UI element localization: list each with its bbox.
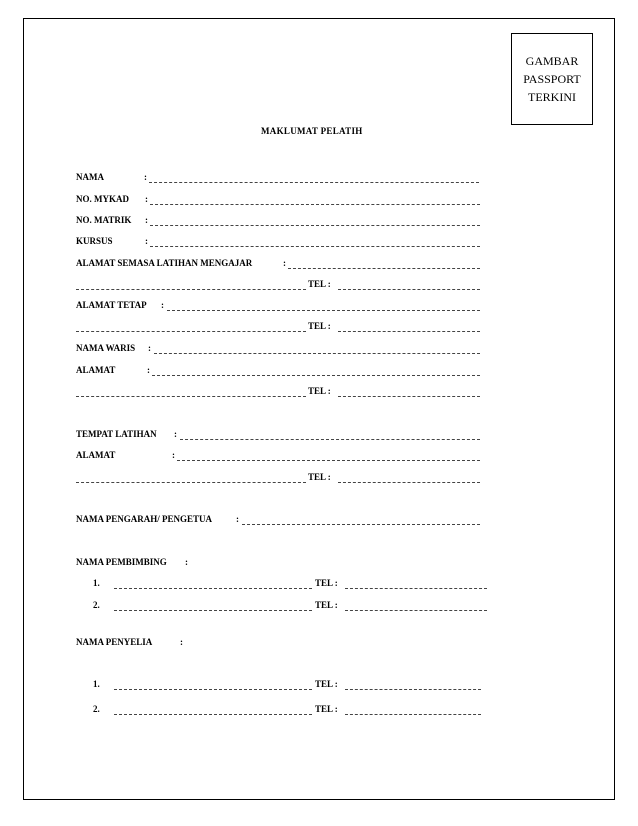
field-alamat-tetap-tel-label: TEL : [308, 321, 331, 331]
field-alamat-waris-input-line[interactable] [152, 375, 480, 376]
field-alamat-semasa [76, 258, 486, 272]
field-alamat-tempat-input-line2[interactable] [76, 482, 306, 483]
field-matrik [76, 215, 486, 229]
field-pengarah [76, 514, 486, 528]
field-kursus-label: KURSUS [76, 236, 113, 246]
field-pengarah-label: NAMA PENGARAH/ PENGETUA [76, 514, 213, 524]
field-alamat-waris-line2 [76, 386, 486, 400]
field-alamat-tempat-tel-input[interactable] [338, 482, 480, 483]
pembimbing-entry-1-name-input[interactable] [114, 588, 312, 589]
field-nama-waris-label: NAMA WARIS [76, 343, 136, 353]
pembimbing-entry-2 [93, 600, 493, 614]
field-alamat-tetap-tel-input[interactable] [338, 331, 480, 332]
field-pengarah-input-line[interactable] [242, 524, 480, 525]
pembimbing-entry-1 [93, 578, 493, 592]
field-alamat-tetap-colon: : [161, 300, 164, 310]
field-alamat-tempat [76, 450, 486, 464]
field-mykad [76, 194, 486, 208]
field-alamat-waris-tel-label: TEL : [308, 386, 331, 396]
field-alamat-semasa-input-line2[interactable] [76, 289, 306, 290]
field-nama-input-line[interactable] [149, 182, 479, 183]
field-alamat-tempat-input-line[interactable] [177, 460, 480, 461]
field-alamat-tempat-line2 [76, 472, 486, 486]
field-tempat-latihan-label: TEMPAT LATIHAN [76, 429, 157, 439]
field-alamat-tetap-line2 [76, 321, 486, 335]
pembimbing-entry-2-tel-label: TEL : [315, 600, 338, 610]
field-nama-waris-colon: : [148, 343, 151, 353]
field-alamat-tetap-label: ALAMAT TETAP [76, 300, 147, 310]
pembimbing-entry-2-number: 2. [93, 600, 100, 610]
field-alamat-waris-colon: : [147, 365, 150, 375]
pembimbing-entry-2-tel-input[interactable] [345, 610, 487, 611]
field-nama-colon: : [144, 172, 147, 182]
field-alamat-tetap [76, 300, 486, 314]
field-alamat-waris-input-line2[interactable] [76, 396, 306, 397]
field-pengarah-colon: : [236, 514, 239, 524]
penyelia-entry-1-tel-input[interactable] [345, 689, 481, 690]
penyelia-entry-2-tel-label: TEL : [315, 704, 338, 714]
field-matrik-colon: : [145, 215, 148, 225]
field-nama-waris [76, 343, 486, 357]
pembimbing-entry-1-tel-input[interactable] [345, 588, 487, 589]
penyelia-entry-2-tel-input[interactable] [345, 714, 481, 715]
pembimbing-entry-1-number: 1. [93, 578, 100, 588]
penyelia-entry-2-number: 2. [93, 704, 100, 714]
field-mykad-label: NO. MYKAD [76, 194, 129, 204]
field-alamat-semasa-colon: : [283, 258, 286, 268]
field-alamat-tempat-label: ALAMAT [76, 450, 116, 460]
photo-label-line1: GAMBAR [525, 54, 579, 68]
field-alamat-tempat-colon: : [172, 450, 175, 460]
pembimbing-entry-2-name-input[interactable] [114, 610, 312, 611]
field-alamat-waris [76, 365, 486, 379]
field-alamat-semasa-line2 [76, 279, 486, 293]
field-alamat-semasa-tel-label: TEL : [308, 279, 331, 289]
field-matrik-input-line[interactable] [150, 225, 480, 226]
field-tempat-latihan-input-line[interactable] [180, 439, 480, 440]
field-pembimbing-label: NAMA PEMBIMBING [76, 557, 167, 567]
field-nama-label: NAMA [76, 172, 104, 182]
field-alamat-tempat-tel-label: TEL : [308, 472, 331, 482]
field-kursus-input-line[interactable] [150, 246, 480, 247]
form-title: MAKLUMAT PELATIH [261, 126, 363, 136]
penyelia-entry-1-name-input[interactable] [114, 689, 312, 690]
field-pembimbing [76, 557, 486, 571]
field-alamat-semasa-input-line[interactable] [288, 268, 480, 269]
field-alamat-tetap-input-line2[interactable] [76, 331, 306, 332]
field-mykad-input-line[interactable] [150, 204, 480, 205]
field-penyelia-colon: : [180, 637, 183, 647]
penyelia-entry-1-tel-label: TEL : [315, 679, 338, 689]
field-matrik-label: NO. MATRIK [76, 215, 132, 225]
field-penyelia [76, 637, 486, 651]
field-penyelia-label: NAMA PENYELIA [76, 637, 153, 647]
field-tempat-latihan [76, 429, 486, 443]
penyelia-entry-2-name-input[interactable] [114, 714, 312, 715]
field-pembimbing-colon: : [185, 557, 188, 567]
field-kursus [76, 236, 486, 250]
field-alamat-semasa-label: ALAMAT SEMASA LATIHAN MENGAJAR [76, 258, 253, 268]
field-mykad-colon: : [145, 194, 148, 204]
photo-label-line3: TERKINI [528, 90, 576, 104]
penyelia-entry-1 [93, 679, 493, 693]
field-kursus-colon: : [145, 236, 148, 246]
pembimbing-entry-1-tel-label: TEL : [315, 578, 338, 588]
field-nama [76, 172, 486, 186]
field-alamat-waris-label: ALAMAT [76, 365, 116, 375]
field-alamat-tetap-input-line[interactable] [167, 310, 480, 311]
field-tempat-latihan-colon: : [174, 429, 177, 439]
penyelia-entry-1-number: 1. [93, 679, 100, 689]
field-alamat-semasa-tel-input[interactable] [338, 289, 480, 290]
photo-label-line2: PASSPORT [523, 72, 581, 86]
passport-photo-box [511, 33, 593, 125]
field-nama-waris-input-line[interactable] [154, 353, 480, 354]
field-alamat-waris-tel-input[interactable] [338, 396, 480, 397]
penyelia-entry-2 [93, 704, 493, 718]
